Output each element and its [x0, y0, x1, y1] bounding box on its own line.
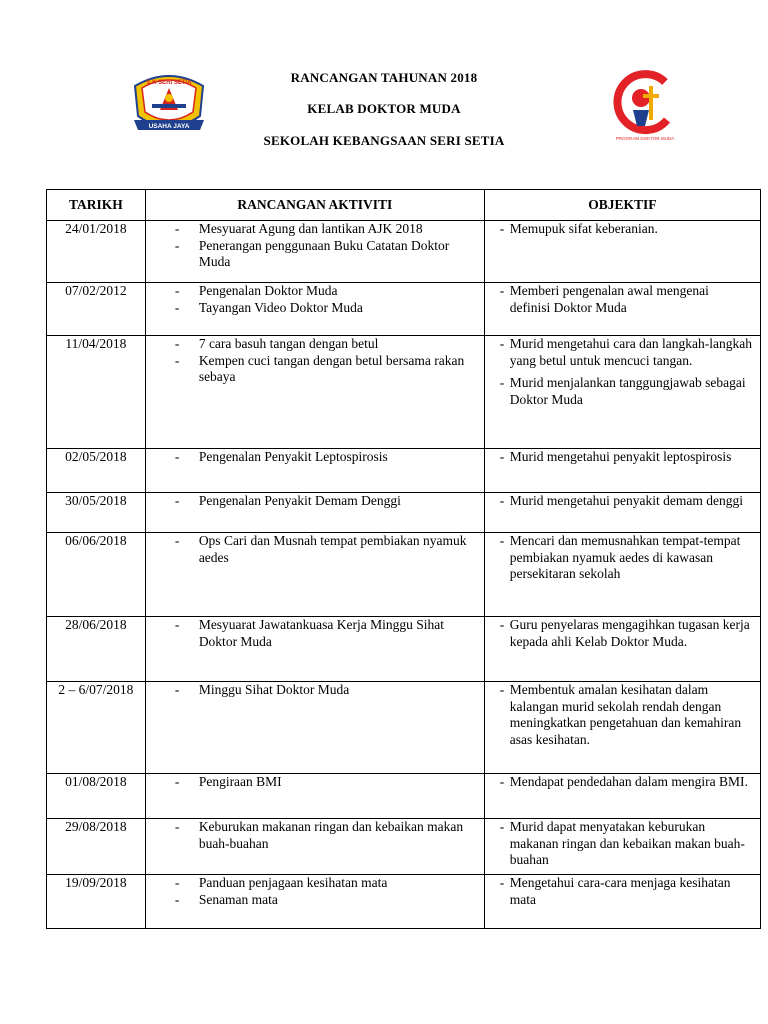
table-body [47, 221, 761, 929]
row-objectives [484, 449, 760, 493]
activity-item [146, 774, 484, 791]
objective-item [485, 875, 760, 908]
bullet-dash: - [499, 819, 505, 834]
objective-text: Guru penyelaras mengagihkan tugasan kerja kepada ahli Kelab Doktor Muda. [509, 617, 750, 649]
bullet-dash: - [499, 493, 505, 508]
bullet-dash: - [174, 237, 180, 253]
activity-text: 7 cara basuh tangan dengan betul [198, 336, 379, 351]
activity-item [146, 238, 484, 271]
objective-text: Mengetahui cara-cara menjaga kesihatan mata [509, 875, 731, 907]
row-activities [145, 617, 484, 682]
activity-text: Tayangan Video Doktor Muda [198, 299, 363, 315]
activity-text: Mesyuarat Jawatankuasa Kerja Minggu Sihat Doktor Muda [198, 617, 444, 649]
row-objectives [484, 819, 760, 875]
objective-text: Murid menjalankan tanggungjawab sebagai Doktor Muda [509, 375, 746, 407]
table-row [47, 449, 761, 493]
row-activities [145, 336, 484, 449]
row-activities [145, 449, 484, 493]
bullet-dash: - [174, 617, 180, 632]
row-date: 01/08/2018 [47, 774, 146, 819]
table-row [47, 283, 761, 336]
objective-item [485, 493, 760, 510]
activity-item [146, 449, 484, 466]
row-activities [145, 283, 484, 336]
row-date: 24/01/2018 [47, 221, 146, 283]
objective-item [485, 449, 760, 466]
row-objectives [484, 617, 760, 682]
objective-item [485, 221, 760, 238]
objective-text: Murid mengetahui penyakit demam denggi [509, 493, 743, 508]
club-name: KELAB DOKTOR MUDA [307, 101, 461, 116]
objective-text: Memberi pengenalan awal mengenai definisi Doktor Muda [509, 283, 709, 315]
objective-item [485, 283, 760, 316]
row-date: 07/02/2012 [47, 283, 146, 336]
bullet-dash: - [499, 682, 505, 697]
table-row [47, 336, 761, 449]
bullet-dash: - [174, 493, 180, 508]
row-activities [145, 774, 484, 819]
table-header-row [47, 190, 761, 221]
bullet-dash: - [499, 283, 505, 298]
row-date: 06/06/2018 [47, 533, 146, 617]
school-name: SEKOLAH KEBANGSAAN SERI SETIA [263, 133, 505, 148]
objective-text: Mendapat pendedahan dalam mengira BMI. [509, 774, 748, 789]
bullet-dash: - [499, 533, 505, 548]
header-objektif: OBJEKTIF [484, 190, 760, 221]
activity-text: Pengenalan Doktor Muda [198, 283, 338, 298]
activity-text: Kempen cuci tangan dengan betul bersama rakan sebaya [198, 352, 465, 384]
activity-item [146, 682, 484, 699]
table-row [47, 774, 761, 819]
table-row [47, 875, 761, 929]
objective-text: Murid dapat menyatakan keburukan makanan ringan dan kebaikan makan buah-buahan [509, 819, 745, 867]
table-row [47, 819, 761, 875]
row-objectives [484, 533, 760, 617]
activity-text: Penerangan penggunaan Buku Catatan Doktor Muda [198, 237, 450, 269]
row-activities [145, 493, 484, 533]
objective-item [485, 617, 760, 650]
header-tarikh: TARIKH [47, 190, 146, 221]
activity-text: Mesyuarat Agung dan lantikan AJK 2018 [198, 221, 423, 236]
activity-item [146, 892, 484, 909]
activity-item [146, 819, 484, 852]
crest-text: S K SERI SETIA [146, 80, 192, 86]
objective-item [485, 375, 760, 408]
doktor-muda-icon [605, 68, 685, 144]
objective-text: Murid mengetahui penyakit leptospirosis [509, 449, 732, 464]
row-objectives [484, 221, 760, 283]
bullet-dash: - [499, 449, 505, 464]
activity-text: Minggu Sihat Doktor Muda [198, 682, 350, 697]
row-date: 11/04/2018 [47, 336, 146, 449]
row-objectives [484, 774, 760, 819]
activity-item [146, 617, 484, 650]
activity-item [146, 875, 484, 892]
table-row [47, 533, 761, 617]
row-activities [145, 221, 484, 283]
page-title: RANCANGAN TAHUNAN 2018 [290, 70, 478, 85]
bullet-dash: - [174, 336, 180, 351]
bullet-dash: - [174, 819, 180, 834]
row-activities [145, 682, 484, 774]
row-objectives [484, 336, 760, 449]
row-date: 19/09/2018 [47, 875, 146, 929]
activity-text: Pengenalan Penyakit Demam Denggi [198, 493, 401, 508]
table-row [47, 221, 761, 283]
activity-text: Panduan penjagaan kesihatan mata [198, 875, 388, 890]
bullet-dash: - [499, 774, 505, 789]
activity-item [146, 300, 484, 317]
activity-text: Pengiraan BMI [198, 774, 282, 789]
objective-text: Membentuk amalan kesihatan dalam kalangan murid sekolah rendah dengan meningkatkan pengetahuan dan kemahiran asas kesihatan. [509, 682, 742, 747]
row-activities [145, 875, 484, 929]
crest-banner-text: USAHA JAYA [148, 123, 190, 130]
activity-text: Ops Cari dan Musnah tempat pembiakan nyamuk aedes [198, 533, 467, 565]
row-date: 29/08/2018 [47, 819, 146, 875]
bullet-dash: - [174, 875, 180, 890]
activity-item [146, 353, 484, 386]
row-objectives [484, 682, 760, 774]
activity-text: Keburukan makanan ringan dan kebaikan makan buah-buahan [198, 819, 464, 851]
bullet-dash: - [174, 682, 180, 697]
bullet-dash: - [174, 774, 180, 789]
objective-item [485, 774, 760, 791]
row-date: 2 – 6/07/2018 [47, 682, 146, 774]
row-date: 28/06/2018 [47, 617, 146, 682]
bullet-dash: - [174, 533, 180, 548]
objective-text: Murid mengetahui cara dan langkah-langkah yang betul untuk mencuci tangan. [509, 336, 752, 368]
objective-item [485, 533, 760, 583]
activity-item [146, 221, 484, 238]
row-objectives [484, 493, 760, 533]
activity-item [146, 493, 484, 510]
table-row [47, 493, 761, 533]
table-row [47, 617, 761, 682]
activity-item [146, 336, 484, 353]
bullet-dash: - [174, 299, 180, 315]
table-row [47, 682, 761, 774]
activity-item [146, 283, 484, 300]
doktor-muda-logo [605, 68, 685, 144]
row-activities [145, 819, 484, 875]
bullet-dash: - [174, 891, 180, 907]
logo-caption: PROGRAM DOKTOR MUDA [615, 136, 675, 141]
activity-plan-table [46, 189, 761, 929]
row-activities [145, 533, 484, 617]
bullet-dash: - [174, 283, 180, 298]
objective-text: Mencari dan memusnahkan tempat-tempat pembiakan nyamuk aedes di kawasan persekitaran sekolah [509, 533, 741, 581]
bullet-dash: - [499, 617, 505, 632]
bullet-dash: - [499, 875, 505, 890]
objective-text: Memupuk sifat keberanian. [509, 221, 658, 236]
objective-item [485, 819, 760, 869]
activity-text: Senaman mata [198, 891, 278, 907]
activity-text: Pengenalan Penyakit Leptospirosis [198, 449, 388, 464]
bullet-dash: - [174, 352, 180, 368]
bullet-dash: - [174, 221, 180, 236]
row-objectives [484, 283, 760, 336]
bullet-dash: - [499, 336, 505, 351]
header-rancangan-aktiviti: RANCANGAN AKTIVITI [145, 190, 484, 221]
row-date: 02/05/2018 [47, 449, 146, 493]
bullet-dash: - [499, 221, 505, 236]
objective-item [485, 336, 760, 369]
bullet-dash: - [499, 375, 505, 390]
row-date: 30/05/2018 [47, 493, 146, 533]
objective-item [485, 682, 760, 748]
row-objectives [484, 875, 760, 929]
activity-item [146, 533, 484, 566]
bullet-dash: - [174, 449, 180, 464]
